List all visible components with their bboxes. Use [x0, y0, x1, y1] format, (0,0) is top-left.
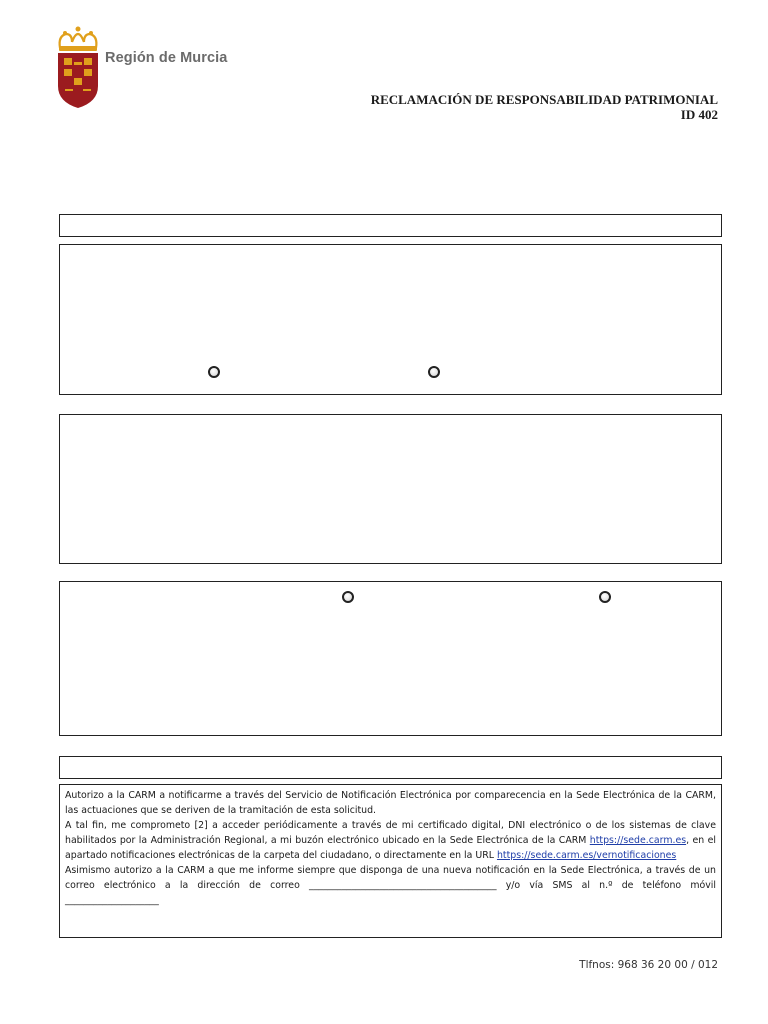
coat-of-arms-icon: [52, 22, 104, 112]
vernotificaciones-link[interactable]: https://sede.carm.es/vernotificaciones: [496, 850, 677, 861]
region-murcia-logo: [52, 22, 252, 112]
logo-text: Región de Murcia: [105, 50, 228, 66]
title-id: ID 402: [680, 107, 718, 122]
section-header-box-2: [59, 756, 722, 779]
sede-carm-link[interactable]: https://sede.carm.es: [589, 835, 687, 846]
form-section-notification: [59, 581, 722, 736]
document-title: [371, 92, 718, 122]
electronic-notification-consent: [59, 784, 722, 938]
title-main: RECLAMACIÓN DE RESPONSABILIDAD PATRIMONIAL: [370, 92, 718, 107]
radio-option-1[interactable]: [208, 366, 220, 378]
radio-notification-2[interactable]: [599, 591, 611, 603]
form-section-applicant: [59, 244, 722, 395]
radio-option-2[interactable]: [428, 366, 440, 378]
radio-notification-1[interactable]: [342, 591, 354, 603]
consent-paragraph-2: [65, 818, 716, 863]
footer-phones: Tlfnos: 968 36 20 00 / 012: [579, 959, 718, 971]
consent-paragraph-2-middle: , en el apartado notificaciones electrónicas de la carpeta del ciudadano, o directamente en la URL: [65, 835, 716, 861]
consent-paragraph-1: Autorizo a la CARM a notificarme a través del Servicio de Notificación Electrónica por comparecencia en la Sede Electrónica de la CARM, las actuaciones que se deriven de la tramitación de esta solicitud.: [65, 790, 716, 816]
consent-paragraph-3: Asimismo autorizo a la CARM a que me informe siempre que disponga de una nueva notificación en la Sede Electrónica, a través de un correo electrónico a la dirección de correo ________________________________________ y/o vía SMS al n.º de teléfono móvil ____________________: [65, 865, 716, 906]
consent-paragraph-2-text: A tal fin, me comprometo [2] a acceder periódicamente a través de mi certificado digital, DNI electrónico o de los sistemas de clave habilitados por la Administración Regional, a mi buzón electrónico ubicado en la Sede Electrónica de la CARM: [65, 820, 716, 846]
section-header-box-1: [59, 214, 722, 237]
form-section-representative: [59, 414, 722, 564]
